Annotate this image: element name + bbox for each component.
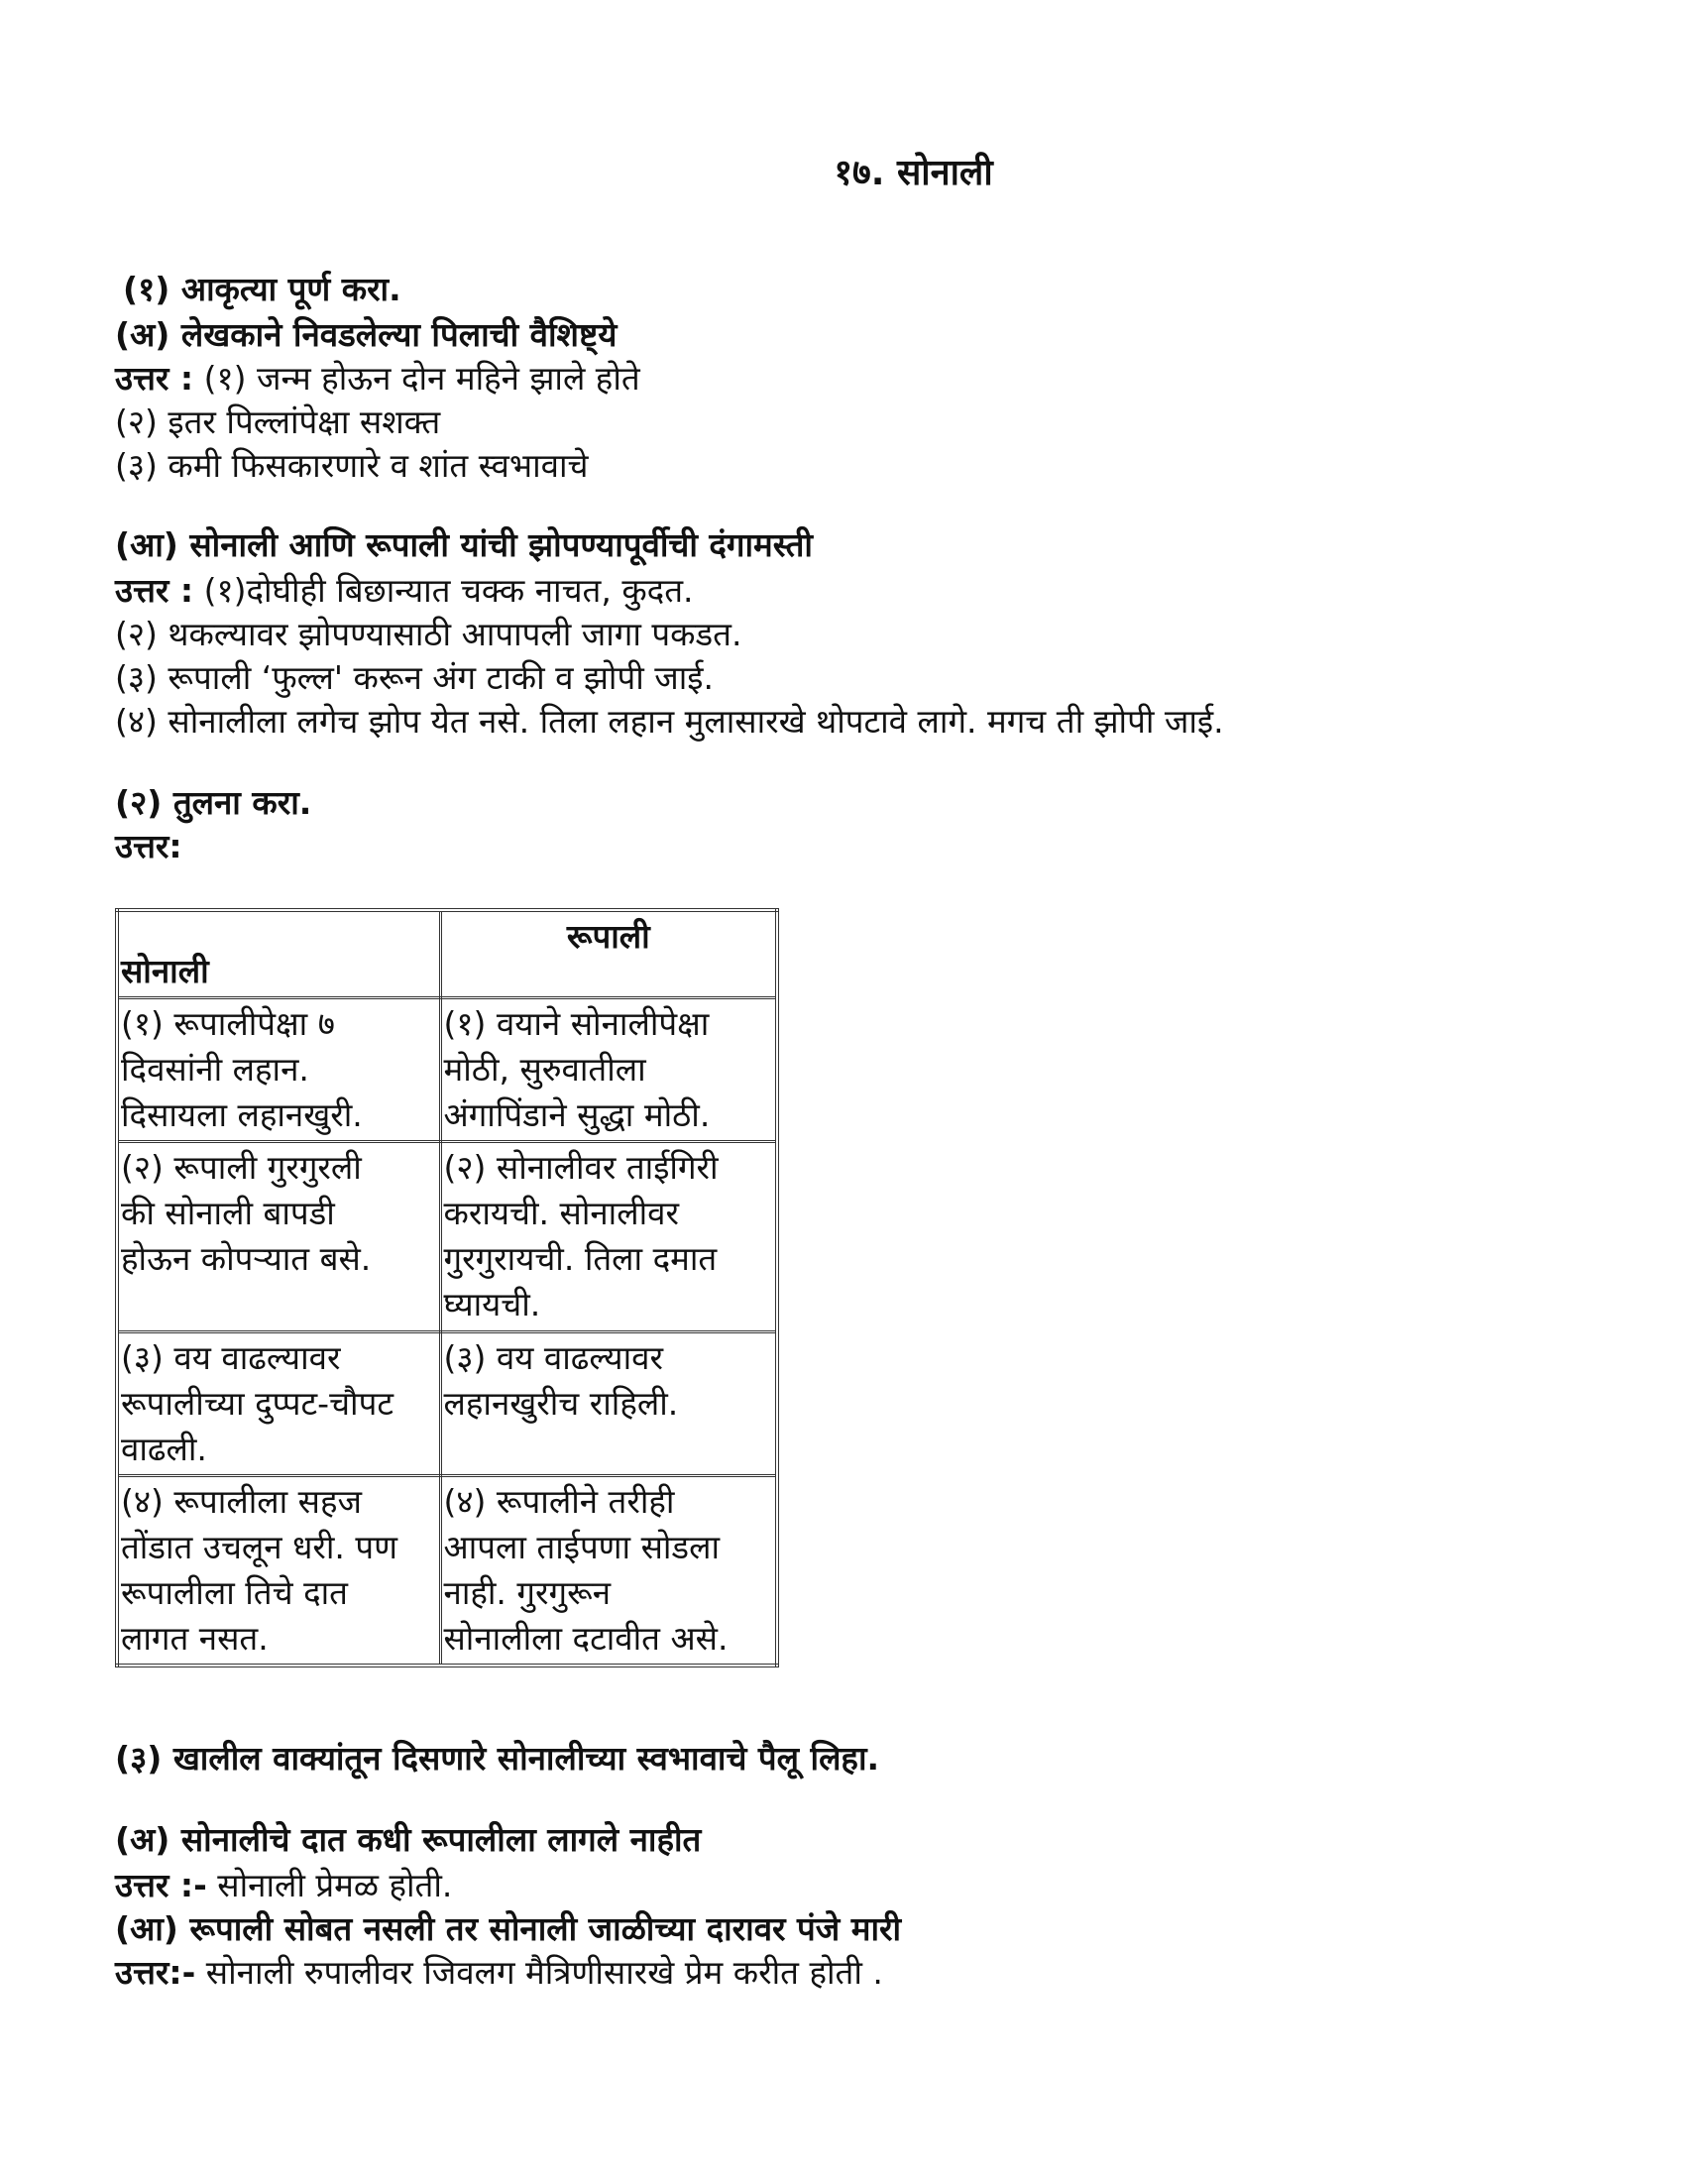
cell-line: सोनालीला दटावीत असे. bbox=[443, 1618, 729, 1658]
q3-heading: (३) खालील वाक्यांतून दिसणारे सोनालीच्या स्वभावाचे पैलू लिहा. bbox=[115, 1739, 880, 1778]
table-row bbox=[117, 1141, 777, 1331]
cell-line: मोठी, सुरुवातीला bbox=[443, 1049, 646, 1089]
table-row bbox=[117, 1331, 777, 1475]
q3a-heading: (अ) सोनालीचे दात कधी रूपालीला लागले नाहीत bbox=[115, 1820, 702, 1859]
table-row bbox=[117, 997, 777, 1141]
cell-line: (१) रूपालीपेक्षा ७ bbox=[121, 1003, 335, 1043]
answer-label: उत्तर :- bbox=[115, 1866, 207, 1904]
cell-line: आपला ताईपणा सोडला bbox=[443, 1527, 721, 1566]
q1b-answer-line-1 bbox=[115, 569, 694, 613]
answer-text: सोनाली प्रेमळ होती. bbox=[217, 1866, 453, 1904]
cell-line: वाढली. bbox=[121, 1429, 207, 1468]
cell-line: रूपालीच्या दुप्पट-चौपट bbox=[121, 1383, 394, 1423]
table-header-rupali: रूपाली bbox=[440, 910, 777, 997]
cell-line: दिसायला लहानखुरी. bbox=[121, 1094, 363, 1134]
table-cell bbox=[117, 1141, 440, 1331]
cell-line: करायची. सोनालीवर bbox=[443, 1193, 679, 1232]
q1a-answer-line-1 bbox=[115, 357, 640, 401]
cell-line: लागत नसत. bbox=[121, 1618, 269, 1658]
table-row bbox=[117, 1475, 777, 1666]
answer-text: (१)दोघीही बिछान्यात चक्क नाचत, कुदत. bbox=[203, 571, 694, 610]
table-cell bbox=[440, 1475, 777, 1666]
cell-line: घ्यायची. bbox=[443, 1284, 541, 1323]
table-header-sonali: सोनाली bbox=[117, 910, 440, 997]
q2-heading: (२) तुलना करा. bbox=[115, 783, 312, 822]
q3b-heading: (आ) रूपाली सोबत नसली तर सोनाली जाळीच्या दारावर पंजे मारी bbox=[115, 1909, 902, 1948]
answer-text: (१) जन्म होऊन दोन महिने झाले होते bbox=[203, 359, 640, 398]
cell-line: (४) रूपालीने तरीही bbox=[443, 1481, 675, 1521]
cell-line: गुरगुरायची. तिला दमात bbox=[443, 1238, 718, 1278]
answer-text: सोनाली रुपालीवर जिवलग मैत्रिणीसारखे प्रेम करीत होती . bbox=[205, 1953, 883, 1992]
q1a-heading: (अ) लेखकाने निवडलेल्या पिलाची वैशिष्ट्ये bbox=[115, 315, 618, 354]
q2-answer-label: उत्तर: bbox=[115, 827, 182, 865]
answer-label: उत्तर : bbox=[115, 359, 194, 398]
q1-heading: (१) आकृत्या पूर्ण करा. bbox=[123, 270, 401, 308]
q3a-answer bbox=[115, 1864, 452, 1907]
table-cell bbox=[440, 997, 777, 1141]
page-title: १७. सोनाली bbox=[834, 153, 993, 193]
q3b-answer bbox=[115, 1951, 883, 1995]
cell-line: रूपालीला तिचे दात bbox=[121, 1572, 348, 1612]
cell-line: तोंडात उचलून धरी. पण bbox=[121, 1527, 397, 1566]
cell-line: दिवसांनी लहान. bbox=[121, 1049, 309, 1089]
q1a-answer-line-2: (२) इतर पिल्लांपेक्षा सशक्त bbox=[115, 402, 441, 441]
cell-line: अंगापिंडाने सुद्धा मोठी. bbox=[443, 1094, 711, 1134]
answer-label: उत्तर : bbox=[115, 571, 194, 610]
table-cell bbox=[440, 1331, 777, 1475]
cell-line: नाही. गुरगुरून bbox=[443, 1572, 612, 1612]
cell-line: (२) सोनालीवर ताईगिरी bbox=[443, 1147, 719, 1187]
cell-line: लहानखुरीच राहिली. bbox=[443, 1383, 679, 1423]
q1b-answer-line-2: (२) थकल्यावर झोपण्यासाठी आपापली जागा पकडत. bbox=[115, 615, 742, 653]
table-cell bbox=[117, 997, 440, 1141]
comparison-table bbox=[115, 908, 779, 1667]
cell-line: (१) वयाने सोनालीपेक्षा bbox=[443, 1003, 710, 1043]
cell-line: (३) वय वाढल्यावर bbox=[443, 1337, 663, 1377]
table-cell bbox=[117, 1475, 440, 1666]
q1b-answer-line-3: (३) रूपाली ‘फुल्ल' करून अंग टाकी व झोपी जाई. bbox=[115, 658, 714, 697]
table-cell bbox=[440, 1141, 777, 1331]
table-header-row bbox=[117, 910, 777, 997]
answer-label: उत्तर:- bbox=[115, 1953, 196, 1992]
cell-line: (२) रूपाली गुरगुरली bbox=[121, 1147, 362, 1187]
cell-line: की सोनाली बापडी bbox=[121, 1193, 335, 1232]
q1b-answer-line-4: (४) सोनालीला लगेच झोप येत नसे. तिला लहान मुलासारखे थोपटावे लागे. मगच ती झोपी जाई. bbox=[115, 702, 1224, 741]
table-cell bbox=[117, 1331, 440, 1475]
cell-line: होऊन कोपऱ्यात बसे. bbox=[121, 1238, 372, 1278]
cell-line: (३) वय वाढल्यावर bbox=[121, 1337, 341, 1377]
q1b-heading: (आ) सोनाली आणि रूपाली यांची झोपण्यापूर्वीची दंगामस्ती bbox=[115, 525, 813, 564]
cell-line: (४) रूपालीला सहज bbox=[121, 1481, 362, 1521]
q1a-answer-line-3: (३) कमी फिसकारणारे व शांत स्वभावाचे bbox=[115, 446, 589, 485]
